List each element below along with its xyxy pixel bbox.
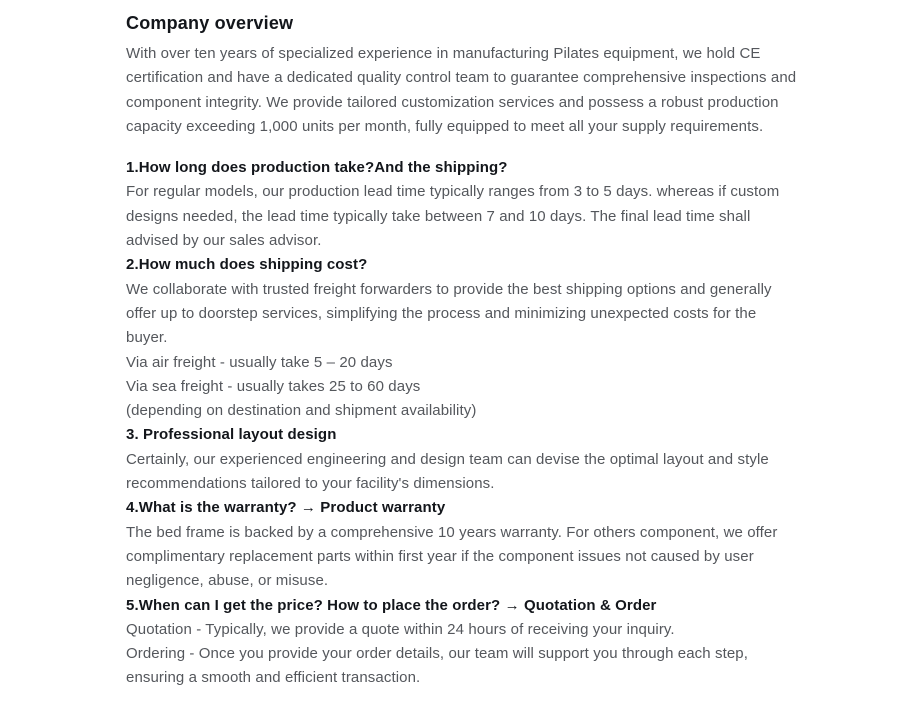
- faq-question: 5.When can I get the price? How to place the order? → Quotation & Order: [126, 596, 657, 614]
- faq-answer: (depending on destination and shipment availability): [126, 402, 477, 420]
- faq-answer: Via sea freight - usually takes 25 to 60 days: [126, 377, 421, 395]
- faq-item: [126, 253, 800, 423]
- faq-answer: Via air freight - usually take 5 – 20 days: [126, 353, 393, 371]
- section-title: Company overview: [126, 13, 294, 33]
- faq-answer: Quotation - Typically, we provide a quote within 24 hours of receiving your inquiry.: [126, 620, 675, 638]
- faq-answer: We collaborate with trusted freight forwarders to provide the best shipping options and generally offer up to doorstep services, simplifying the process and minimizing unexpected costs for the buyer.: [126, 280, 772, 347]
- faq-question: 3. Professional layout design: [126, 426, 337, 444]
- faq-item: [126, 156, 800, 253]
- faq-question: 1.How long does production take?And the shipping?: [126, 159, 508, 177]
- faq-answer: The bed frame is backed by a comprehensive 10 years warranty. For others component, we offer complimentary replacement parts within first year if the component issues not caused by user negligence, abuse, or misuse.: [126, 523, 778, 590]
- faq-question: 4.What is the warranty? → Product warranty: [126, 499, 446, 517]
- faq-answer: For regular models, our production lead time typically ranges from 3 to 5 days. whereas if custom designs needed, the lead time typically take between 7 and 10 days. The final lead time shall advised by our sales advisor.: [126, 183, 780, 250]
- faq-item: [126, 423, 800, 496]
- faq-answer: Ordering - Once you provide your order details, our team will support you through each step, ensuring a smooth and efficient transaction.: [126, 645, 749, 687]
- faq-item: [126, 496, 800, 593]
- faq-list: [126, 156, 800, 691]
- faq-answer: Certainly, our experienced engineering and design team can devise the optimal layout and style recommendations tailored to your facility's dimensions.: [126, 450, 769, 493]
- company-overview-section: [126, 12, 800, 691]
- intro-paragraph: With over ten years of specialized experience in manufacturing Pilates equipment, we hold CE certification and have a dedicated quality control team to guarantee comprehensive inspections and component integrity. We provide tailored customization services and possess a robust production capacity exceeding 1,000 units per month, fully equipped to meet all your supply requirements.: [126, 45, 797, 135]
- faq-item: [126, 594, 800, 691]
- faq-question: 2.How much does shipping cost?: [126, 256, 368, 274]
